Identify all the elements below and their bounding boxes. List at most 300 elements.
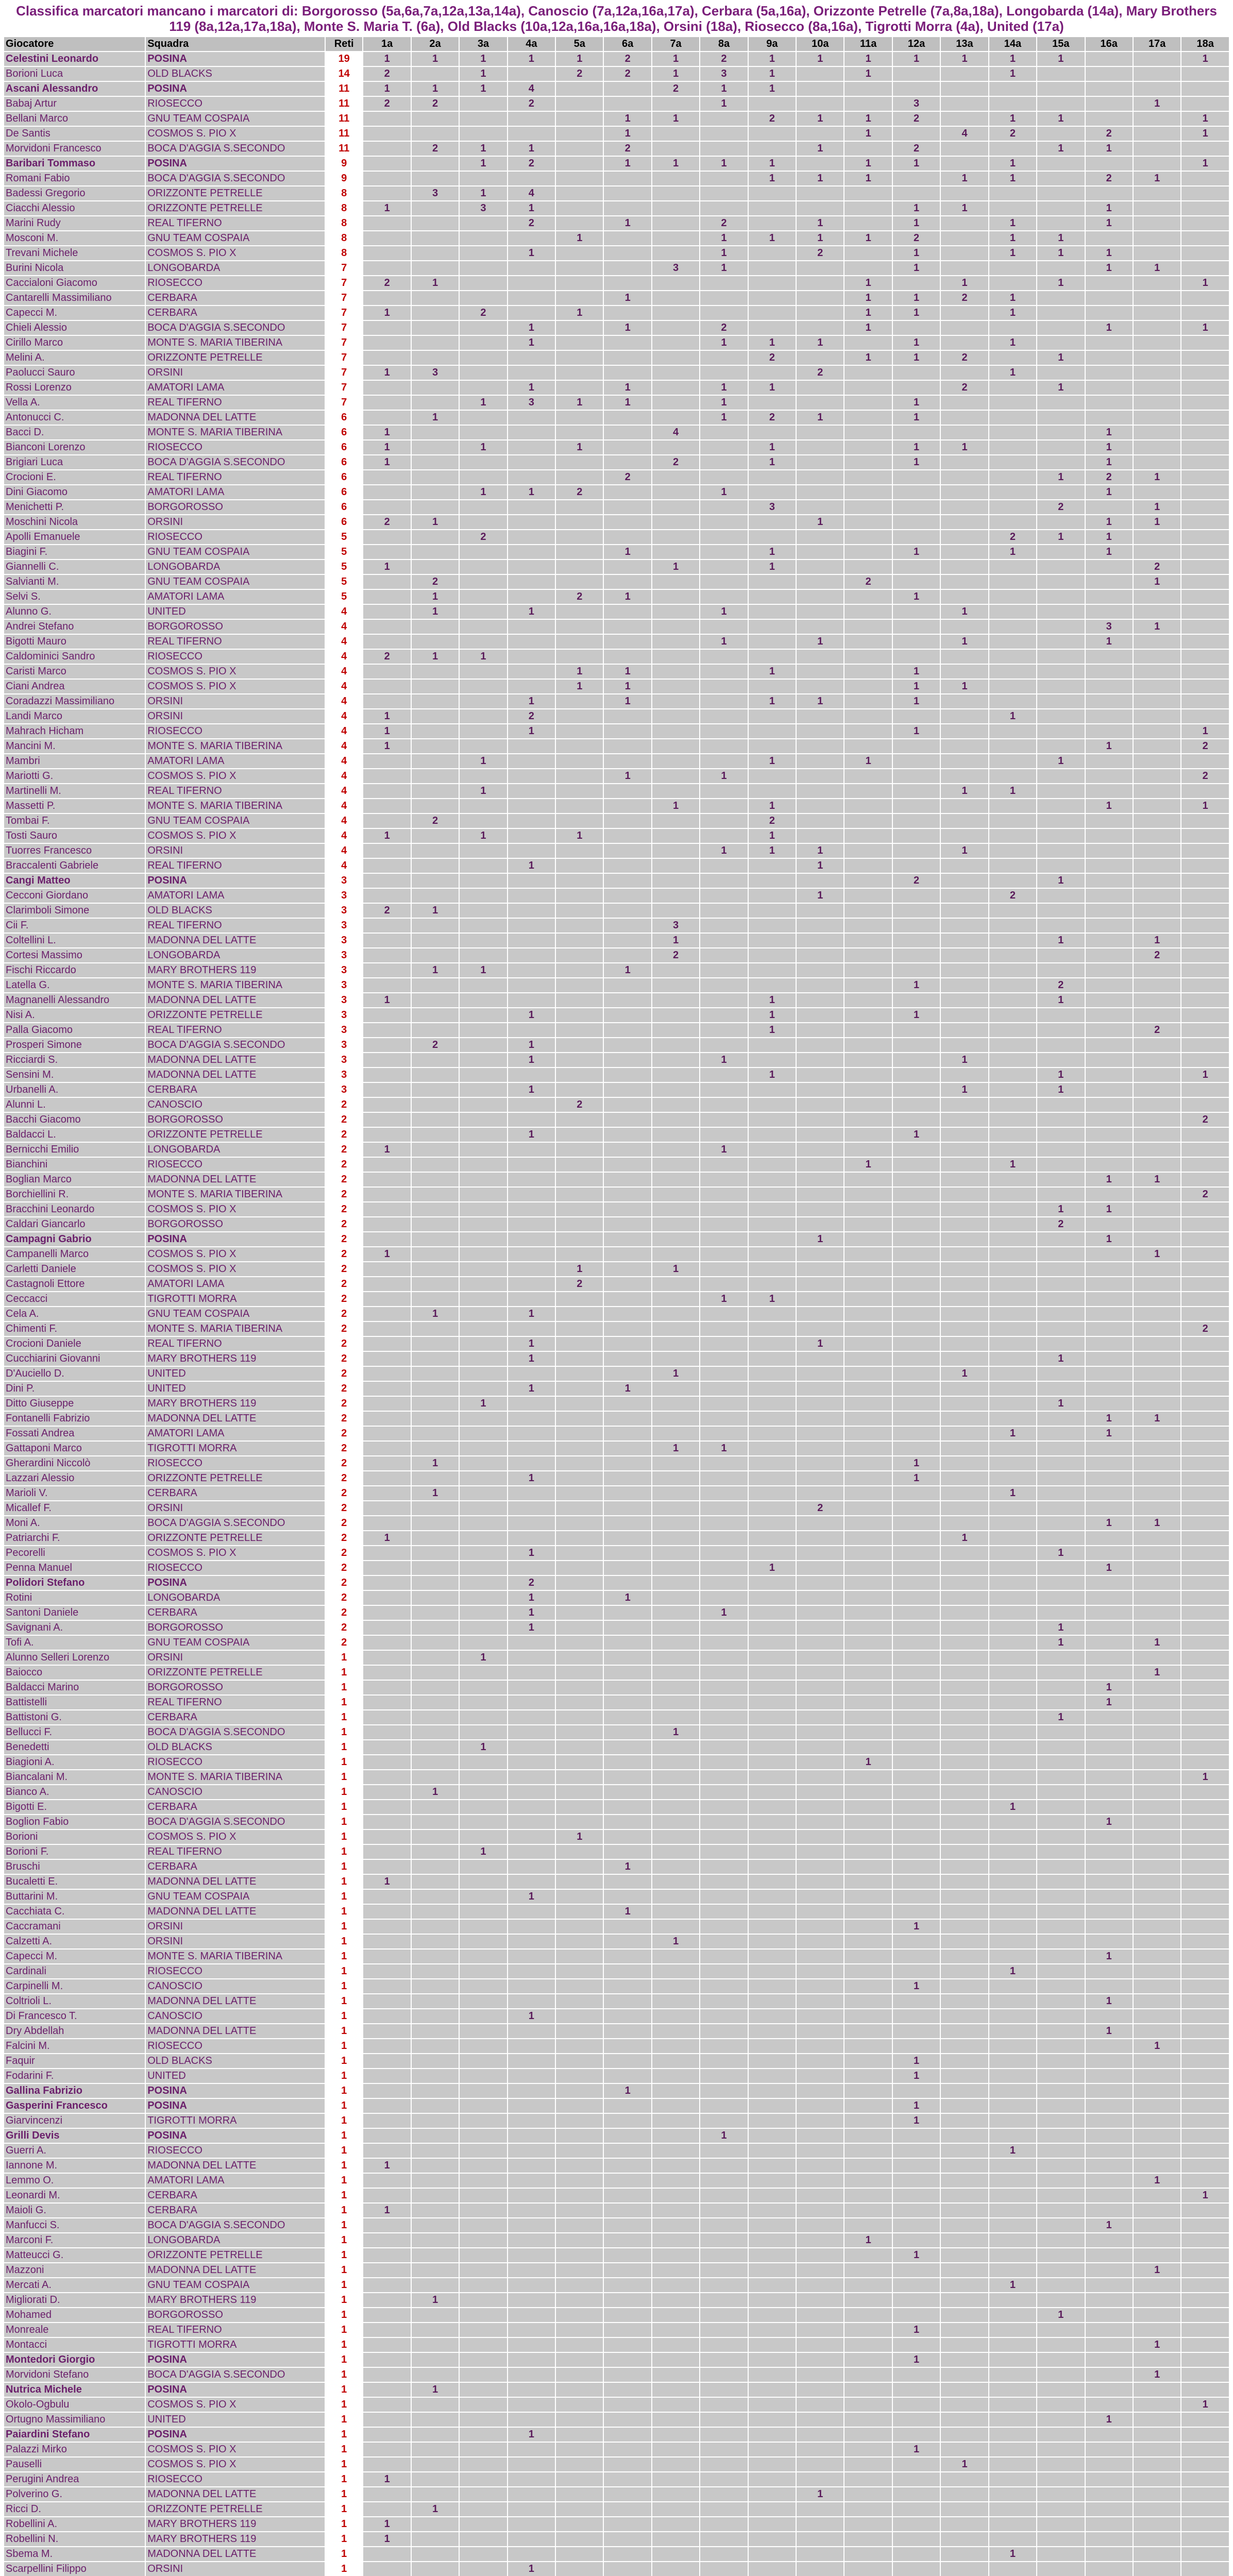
round-goals: [749, 2248, 796, 2262]
round-goals: [797, 2099, 843, 2113]
round-goals: [556, 575, 603, 589]
round-goals: [797, 67, 843, 81]
table-row: [4, 1964, 1229, 1978]
round-goals: [1181, 455, 1229, 469]
round-goals: [460, 1442, 506, 1455]
player-name: Borioni: [4, 1830, 145, 1844]
round-goals: [941, 1188, 988, 1201]
round-goals: [556, 97, 603, 111]
round-goals: [941, 2383, 988, 2397]
table-row: [4, 2278, 1229, 2292]
round-goals: [989, 351, 1036, 365]
round-goals: [460, 1068, 506, 1082]
round-goals: [1181, 1621, 1229, 1635]
round-goals: [941, 1890, 988, 1904]
round-goals: [652, 2204, 699, 2217]
round-goals: [797, 1158, 843, 1172]
round-goals: [556, 2218, 603, 2232]
round-goals: [700, 948, 747, 962]
round-goals: [989, 1994, 1036, 2008]
round-goals: [508, 172, 555, 185]
round-goals: [1181, 1666, 1229, 1680]
round-goals: [412, 1696, 459, 1709]
round-goals: [941, 874, 988, 888]
round-goals: [460, 1217, 506, 1231]
round-goals: [797, 1098, 843, 1112]
table-row: [4, 814, 1229, 828]
round-goals: [893, 1890, 940, 1904]
round-goals: [412, 2099, 459, 2113]
goals-total: 2: [326, 1188, 362, 1201]
table-row: [4, 844, 1229, 858]
round-goals: 1: [1134, 1636, 1180, 1650]
team-name: BOCA D'AGGIA S.SECONDO: [146, 1815, 325, 1829]
goals-total: 2: [326, 1516, 362, 1530]
team-name: LONGOBARDA: [146, 560, 325, 574]
round-goals: [1086, 2562, 1133, 2576]
round-goals: [1134, 1262, 1180, 1276]
goals-total: 4: [326, 769, 362, 783]
goals-total: 2: [326, 1337, 362, 1351]
round-goals: 3: [1086, 620, 1133, 634]
round-goals: [460, 709, 506, 723]
round-goals: [797, 829, 843, 843]
round-goals: [1181, 934, 1229, 947]
round-goals: [1181, 2458, 1229, 2471]
round-goals: [460, 934, 506, 947]
round-goals: [700, 291, 747, 305]
round-goals: [508, 665, 555, 679]
goals-total: 8: [326, 187, 362, 200]
round-goals: [1134, 440, 1180, 454]
round-goals: [556, 2009, 603, 2023]
round-goals: [508, 291, 555, 305]
round-goals: [941, 1830, 988, 1844]
table-row: [4, 2443, 1229, 2456]
round-goals: [941, 1397, 988, 1411]
round-goals: [844, 2159, 891, 2173]
team-name: BORGOROSSO: [146, 1621, 325, 1635]
round-goals: [556, 1740, 603, 1754]
round-goals: [460, 814, 506, 828]
round-goals: [604, 2204, 651, 2217]
round-goals: [460, 1964, 506, 1978]
round-goals: 1: [508, 381, 555, 395]
round-goals: [460, 1471, 506, 1485]
table-row: [4, 934, 1229, 947]
round-goals: [652, 904, 699, 918]
round-goals: [508, 919, 555, 933]
round-goals: [989, 1128, 1036, 1142]
round-goals: [989, 650, 1036, 664]
round-goals: [604, 635, 651, 649]
round-goals: [412, 1322, 459, 1336]
team-name: MADONNA DEL LATTE: [146, 993, 325, 1007]
round-goals: [1181, 1412, 1229, 1426]
round-goals: [556, 1696, 603, 1709]
round-goals: [604, 1397, 651, 1411]
round-goals: [941, 1651, 988, 1665]
round-goals: 1: [1037, 351, 1084, 365]
round-goals: [508, 948, 555, 962]
player-name: Mazzoni: [4, 2263, 145, 2277]
round-goals: [1086, 814, 1133, 828]
goals-total: 1: [326, 1740, 362, 1754]
round-goals: [460, 590, 506, 604]
goals-total: 2: [326, 1591, 362, 1605]
round-goals: 2: [893, 231, 940, 245]
round-goals: [363, 2039, 410, 2053]
table-row: [4, 948, 1229, 962]
round-goals: [989, 2218, 1036, 2232]
round-goals: [604, 889, 651, 903]
player-name: Antonucci C.: [4, 411, 145, 425]
round-goals: [363, 620, 410, 634]
team-name: GNU TEAM COSPAIA: [146, 112, 325, 126]
round-goals: [556, 1128, 603, 1142]
round-goals: [1037, 963, 1084, 977]
round-goals: [604, 1486, 651, 1500]
player-name: Burini Nicola: [4, 261, 145, 275]
round-goals: [460, 515, 506, 529]
goals-total: 2: [326, 1113, 362, 1127]
table-row: [4, 291, 1229, 305]
round-goals: [508, 1950, 555, 1963]
round-goals: [412, 1755, 459, 1769]
round-goals: [412, 2233, 459, 2247]
table-row: [4, 1382, 1229, 1396]
round-goals: [652, 2174, 699, 2188]
table-row: [4, 1247, 1229, 1261]
table-row: [4, 2323, 1229, 2337]
round-goals: 1: [1086, 1681, 1133, 1694]
round-goals: [700, 620, 747, 634]
round-goals: [700, 2114, 747, 2128]
round-goals: [1134, 605, 1180, 619]
round-goals: 2: [1181, 739, 1229, 753]
round-goals: [941, 2159, 988, 2173]
round-goals: [604, 366, 651, 380]
round-goals: [749, 1920, 796, 1934]
round-goals: [556, 157, 603, 171]
round-goals: [1181, 2233, 1229, 2247]
player-name: Bacci D.: [4, 426, 145, 439]
round-goals: [556, 904, 603, 918]
round-goals: [556, 1964, 603, 1978]
round-goals: 2: [1134, 560, 1180, 574]
round-goals: [412, 2562, 459, 2576]
round-goals: [893, 2039, 940, 2053]
round-goals: [1086, 1143, 1133, 1157]
round-goals: [989, 82, 1036, 96]
round-goals: [1134, 411, 1180, 425]
round-goals: 1: [652, 157, 699, 171]
goals-total: 4: [326, 754, 362, 768]
round-goals: 1: [508, 2428, 555, 2442]
round-goals: [941, 1442, 988, 1455]
round-goals: [412, 2144, 459, 2158]
round-goals: 1: [797, 1337, 843, 1351]
round-goals: [941, 1905, 988, 1919]
round-goals: [652, 844, 699, 858]
round-goals: [604, 2039, 651, 2053]
round-goals: [652, 993, 699, 1007]
round-goals: [941, 2069, 988, 2083]
round-goals: [989, 1979, 1036, 1993]
round-goals: 1: [989, 784, 1036, 798]
round-goals: [363, 2174, 410, 2188]
round-goals: [1037, 2263, 1084, 2277]
round-goals: [1086, 2084, 1133, 2098]
round-goals: [989, 381, 1036, 395]
round-goals: [844, 426, 891, 439]
goals-total: 1: [326, 2428, 362, 2442]
round-goals: [412, 2278, 459, 2292]
round-goals: [844, 2114, 891, 2128]
goals-total: 1: [326, 1860, 362, 1874]
round-goals: [797, 127, 843, 141]
round-goals: [652, 1412, 699, 1426]
round-goals: 1: [1181, 52, 1229, 66]
round-goals: [941, 426, 988, 439]
round-goals: [749, 1501, 796, 1515]
header-round: 18a: [1181, 37, 1229, 51]
round-goals: [941, 1979, 988, 1993]
round-goals: [941, 396, 988, 410]
round-goals: [412, 1277, 459, 1291]
round-goals: [844, 635, 891, 649]
round-goals: 1: [749, 231, 796, 245]
round-goals: [1134, 889, 1180, 903]
round-goals: [749, 2263, 796, 2277]
round-goals: [1134, 2189, 1180, 2202]
goals-total: 1: [326, 2099, 362, 2113]
round-goals: [941, 1412, 988, 1426]
table-row: [4, 575, 1229, 589]
round-goals: [1181, 381, 1229, 395]
round-goals: [1037, 605, 1084, 619]
round-goals: [604, 1173, 651, 1187]
round-goals: [844, 2189, 891, 2202]
round-goals: [941, 306, 988, 320]
round-goals: [604, 1994, 651, 2008]
table-row: [4, 1950, 1229, 1963]
team-name: OLD BLACKS: [146, 904, 325, 918]
round-goals: [797, 1427, 843, 1440]
goals-total: 2: [326, 1307, 362, 1321]
round-goals: [556, 1576, 603, 1590]
round-goals: [460, 112, 506, 126]
round-goals: [604, 2398, 651, 2412]
player-name: Apolli Emanuele: [4, 530, 145, 544]
round-goals: [652, 635, 699, 649]
round-goals: [749, 769, 796, 783]
round-goals: 1: [749, 1292, 796, 1306]
round-goals: [941, 754, 988, 768]
round-goals: [700, 1576, 747, 1590]
round-goals: 1: [363, 366, 410, 380]
round-goals: [412, 1217, 459, 1231]
round-goals: [1181, 1083, 1229, 1097]
table-row: [4, 2487, 1229, 2501]
goals-total: 2: [326, 1531, 362, 1545]
round-goals: [749, 97, 796, 111]
round-goals: 1: [1086, 246, 1133, 260]
player-name: Bianchini: [4, 1158, 145, 1172]
round-goals: 1: [1037, 246, 1084, 260]
round-goals: [363, 1950, 410, 1963]
round-goals: 1: [700, 1143, 747, 1157]
team-name: MARY BROTHERS 119: [146, 1352, 325, 1366]
round-goals: [700, 1890, 747, 1904]
header-round: 4a: [508, 37, 555, 51]
round-goals: [749, 1367, 796, 1381]
round-goals: [797, 963, 843, 977]
table-row: [4, 904, 1229, 918]
round-goals: [604, 904, 651, 918]
round-goals: [1134, 1531, 1180, 1545]
round-goals: 2: [412, 1038, 459, 1052]
player-name: Cela A.: [4, 1307, 145, 1321]
round-goals: [1086, 1875, 1133, 1889]
round-goals: 2: [749, 112, 796, 126]
player-name: Guerri A.: [4, 2144, 145, 2158]
round-goals: 1: [941, 172, 988, 185]
round-goals: [749, 1188, 796, 1201]
round-goals: [460, 1696, 506, 1709]
round-goals: [412, 2174, 459, 2188]
round-goals: [844, 814, 891, 828]
round-goals: [412, 470, 459, 484]
round-goals: [1181, 187, 1229, 200]
table-row: [4, 2233, 1229, 2247]
round-goals: [1134, 246, 1180, 260]
round-goals: [556, 201, 603, 215]
round-goals: [700, 530, 747, 544]
table-row: [4, 172, 1229, 185]
round-goals: [363, 859, 410, 873]
goals-total: 4: [326, 814, 362, 828]
round-goals: [652, 291, 699, 305]
round-goals: [941, 1770, 988, 1784]
team-name: MARY BROTHERS 119: [146, 2293, 325, 2307]
round-goals: [941, 1486, 988, 1500]
table-row: [4, 1412, 1229, 1426]
team-name: BOCA D'AGGIA S.SECONDO: [146, 172, 325, 185]
round-goals: [460, 1277, 506, 1291]
round-goals: 1: [652, 112, 699, 126]
round-goals: [460, 1128, 506, 1142]
table-row: [4, 426, 1229, 439]
team-name: CERBARA: [146, 1486, 325, 1500]
round-goals: [844, 844, 891, 858]
round-goals: [700, 545, 747, 559]
round-goals: [797, 934, 843, 947]
round-goals: [604, 1352, 651, 1366]
round-goals: [941, 2293, 988, 2307]
round-goals: [652, 1979, 699, 1993]
round-goals: [1181, 216, 1229, 230]
round-goals: [844, 694, 891, 708]
round-goals: [1181, 2009, 1229, 2023]
round-goals: [989, 2532, 1036, 2546]
round-goals: 2: [941, 381, 988, 395]
round-goals: 1: [1134, 2338, 1180, 2352]
round-goals: 1: [700, 246, 747, 260]
round-goals: [556, 216, 603, 230]
round-goals: [363, 127, 410, 141]
round-goals: [460, 1486, 506, 1500]
round-goals: 1: [508, 1128, 555, 1142]
round-goals: [652, 1352, 699, 1366]
round-goals: [989, 1516, 1036, 1530]
round-goals: 1: [1037, 1636, 1084, 1650]
round-goals: [1181, 291, 1229, 305]
round-goals: [941, 1785, 988, 1799]
goals-total: 6: [326, 470, 362, 484]
team-name: MARY BROTHERS 119: [146, 2532, 325, 2546]
round-goals: [1086, 1666, 1133, 1680]
round-goals: [652, 530, 699, 544]
round-goals: [844, 1008, 891, 1022]
round-goals: [1181, 2204, 1229, 2217]
round-goals: [941, 2443, 988, 2456]
goals-total: 1: [326, 1890, 362, 1904]
round-goals: [652, 351, 699, 365]
goals-total: 1: [326, 1755, 362, 1769]
round-goals: 1: [797, 889, 843, 903]
round-goals: [652, 2054, 699, 2068]
round-goals: [797, 1935, 843, 1948]
table-row: [4, 1471, 1229, 1485]
round-goals: [412, 1412, 459, 1426]
round-goals: 1: [989, 1427, 1036, 1440]
round-goals: [700, 814, 747, 828]
round-goals: [989, 1023, 1036, 1037]
round-goals: [844, 261, 891, 275]
round-goals: [941, 1740, 988, 1754]
round-goals: [989, 1815, 1036, 1829]
round-goals: [460, 978, 506, 992]
round-goals: [1086, 2204, 1133, 2217]
round-goals: [844, 2099, 891, 2113]
round-goals: [893, 1516, 940, 1530]
player-name: De Santis: [4, 127, 145, 141]
round-goals: [989, 1591, 1036, 1605]
round-goals: [460, 1531, 506, 1545]
round-goals: [941, 1755, 988, 1769]
round-goals: [460, 2159, 506, 2173]
round-goals: [1037, 2114, 1084, 2128]
round-goals: [797, 1397, 843, 1411]
round-goals: [893, 381, 940, 395]
round-goals: [1037, 1307, 1084, 1321]
round-goals: [1181, 1173, 1229, 1187]
round-goals: [797, 2293, 843, 2307]
round-goals: [556, 1800, 603, 1814]
round-goals: [700, 784, 747, 798]
team-name: BOCA D'AGGIA S.SECONDO: [146, 2218, 325, 2232]
table-row: [4, 665, 1229, 679]
table-row: [4, 470, 1229, 484]
goals-total: 2: [326, 1546, 362, 1560]
round-goals: [460, 1994, 506, 2008]
round-goals: [363, 2278, 410, 2292]
round-goals: [363, 187, 410, 200]
round-goals: [363, 1501, 410, 1515]
goals-total: 11: [326, 142, 362, 156]
round-goals: [749, 2009, 796, 2023]
